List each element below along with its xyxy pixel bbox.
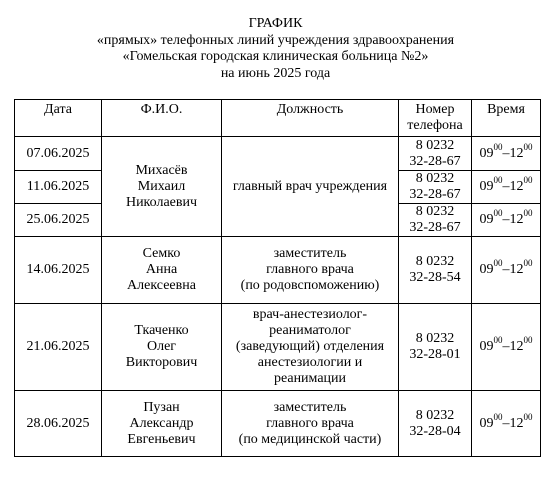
name-cell: Пузан Александр Евгеньевич xyxy=(102,391,222,457)
time-cell xyxy=(472,204,541,237)
time-to-minutes: 00 xyxy=(523,335,533,346)
date-cell: 25.06.2025 xyxy=(15,204,102,237)
header-position: Должность xyxy=(222,100,399,137)
time-to-minutes: 00 xyxy=(523,141,533,152)
time-to-hour: 12 xyxy=(509,415,524,431)
time-from-hour: 09 xyxy=(479,415,494,431)
phone-cell: 8 0232 32-28-67 xyxy=(399,204,472,237)
name-cell: Ткаченко Олег Викторович xyxy=(102,304,222,391)
time-to-hour: 12 xyxy=(509,179,524,194)
date-cell: 07.06.2025 xyxy=(15,137,102,171)
position-cell: врач-анестезиолог- реаниматолог (заведующий) отделения анестезиологии и реанимации xyxy=(222,304,399,391)
time-dash: – xyxy=(502,212,510,227)
time-dash: – xyxy=(502,145,510,161)
time-cell xyxy=(472,391,541,457)
header-date: Дата xyxy=(15,100,102,137)
date-cell: 11.06.2025 xyxy=(15,171,102,204)
time-from-minutes: 00 xyxy=(493,411,503,422)
time-to-hour: 12 xyxy=(509,212,524,227)
time-to-minutes: 00 xyxy=(523,208,533,219)
phone-cell: 8 0232 32-28-01 xyxy=(399,304,472,391)
table-row xyxy=(15,391,541,457)
time-from-minutes: 00 xyxy=(493,258,503,269)
time-from-hour: 09 xyxy=(479,145,494,161)
name-cell: Семко Анна Алексеевна xyxy=(102,237,222,304)
table-row xyxy=(15,304,541,391)
time-from-minutes: 00 xyxy=(493,141,503,152)
time-cell xyxy=(472,137,541,171)
time-to-minutes: 00 xyxy=(523,411,533,422)
schedule-table xyxy=(14,99,541,457)
heading-period: на июнь 2025 года xyxy=(220,65,331,81)
time-cell xyxy=(472,171,541,204)
time-from-minutes: 00 xyxy=(493,175,503,186)
time-dash: – xyxy=(502,179,510,194)
date-cell: 28.06.2025 xyxy=(15,391,102,457)
heading-subtitle-1: «прямых» телефонных линий учреждения здравоохранения xyxy=(96,32,455,48)
position-cell: заместитель главного врача (по медицинской части) xyxy=(222,391,399,457)
phone-cell: 8 0232 32-28-54 xyxy=(399,237,472,304)
table-row xyxy=(15,137,541,171)
time-dash: – xyxy=(502,262,510,277)
time-to-minutes: 00 xyxy=(523,175,533,186)
time-from-hour: 09 xyxy=(479,262,494,277)
document-heading xyxy=(0,16,551,82)
phone-cell: 8 0232 32-28-67 xyxy=(399,171,472,204)
phone-cell: 8 0232 32-28-04 xyxy=(399,391,472,457)
time-from-minutes: 00 xyxy=(493,208,503,219)
header-phone: Номер телефона xyxy=(399,100,472,137)
date-cell: 21.06.2025 xyxy=(15,304,102,391)
time-cell xyxy=(472,237,541,304)
header-time: Время xyxy=(472,100,541,137)
time-dash: – xyxy=(502,339,510,354)
schedule-body xyxy=(15,137,541,457)
table-header-row xyxy=(15,100,541,137)
time-from-hour: 09 xyxy=(479,212,494,227)
time-from-minutes: 00 xyxy=(493,335,503,346)
header-name: Ф.И.О. xyxy=(102,100,222,137)
time-dash: – xyxy=(502,415,510,431)
table-row xyxy=(15,237,541,304)
position-cell: заместитель главного врача (по родовспоможению) xyxy=(222,237,399,304)
time-to-hour: 12 xyxy=(509,145,524,161)
heading-title: ГРАФИК xyxy=(248,16,303,31)
name-cell: Михасёв Михаил Николаевич xyxy=(102,137,222,237)
time-cell xyxy=(472,304,541,391)
time-to-minutes: 00 xyxy=(523,258,533,269)
time-from-hour: 09 xyxy=(479,179,494,194)
date-cell: 14.06.2025 xyxy=(15,237,102,304)
time-to-hour: 12 xyxy=(509,262,524,277)
phone-cell: 8 0232 32-28-67 xyxy=(399,137,472,171)
heading-subtitle-2: «Гомельская городская клиническая больница №2» xyxy=(122,49,429,64)
time-to-hour: 12 xyxy=(509,339,524,354)
time-from-hour: 09 xyxy=(479,339,494,354)
position-cell: главный врач учреждения xyxy=(222,137,399,237)
